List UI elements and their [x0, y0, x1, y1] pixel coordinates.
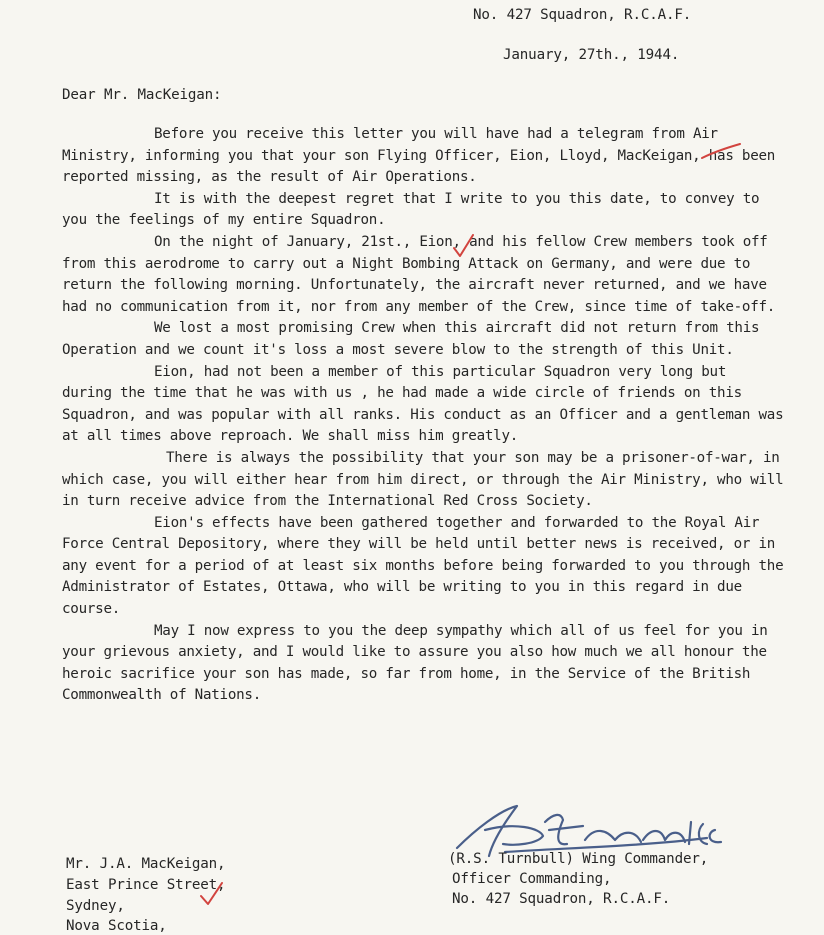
- red-tick-icon: [452, 232, 476, 260]
- paragraph-regret: It is with the deepest regret that I write to you this date, to convey to you the feelings of my entire Squadron.: [62, 190, 760, 229]
- paragraph-telegram: Before you receive this letter you will have had a telegram from Air Ministry, informing you that your son Flying Officer, Eion, Lloyd, MacKeigan, has been reported missing, as the result of Air Operations.: [62, 126, 776, 186]
- signatory-role: Officer Commanding,: [452, 871, 612, 887]
- paragraph-night-attack: On the night of January, 21st., Eion, and his fellow Crew members took off from this aerodrome to carry out a Night Bombing Attack on Germany, and were due to return the following morning. Unfortunately, the aircraft never returned, and we have had no communication from it, nor from any member of the Crew, since time of take-off.: [62, 233, 776, 315]
- paragraph-sympathy: May I now express to you the deep sympathy which all of us feel for you in your grievous anxiety, and I would like to assure you also how much we all honour the heroic sacrifice your son has made, so far from home, in the Service of the British Commonwealth of Nations.: [62, 622, 768, 704]
- paragraph-crew-loss: We lost a most promising Crew when this aircraft did not return from this Operation and we count it's loss a most severe blow to the strength of this Unit.: [62, 320, 760, 358]
- recipient-name: Mr. J.A. MacKeigan,: [66, 856, 226, 872]
- signatory-unit: No. 427 Squadron, R.C.A.F.: [452, 891, 671, 907]
- recipient-street: East Prince Street,: [66, 877, 226, 893]
- letter-date: January, 27th., 1944.: [503, 47, 680, 63]
- red-correction-mark: [700, 142, 744, 168]
- recipient-province: Nova Scotia,: [66, 918, 167, 934]
- signatory-name-title: (R.S. Turnbull) Wing Commander,: [448, 851, 709, 867]
- recipient-city: Sydney,: [66, 898, 125, 914]
- letter-body: [62, 124, 784, 707]
- paragraph-character: Eion, had not been a member of this particular Squadron very long but during the time that he was with us , he had made a wide circle of friends on this Squadron, and was popular with all ranks. His conduct as an Officer and a gentleman was at all times above reproach. We shall miss him greatly.: [62, 363, 784, 445]
- salutation: Dear Mr. MacKeigan:: [62, 87, 222, 103]
- paragraph-prisoner: There is always the possibility that your son may be a prisoner-of-war, in which case, you will either hear from him direct, or through the Air Ministry, who will in turn receive advice from the International Red Cross Society.: [62, 449, 784, 510]
- letterhead-squadron: No. 427 Squadron, R.C.A.F.: [473, 7, 692, 23]
- paragraph-effects: Eion's effects have been gathered together and forwarded to the Royal Air Force Central Depository, where they will be held until better news is received, or in any event for a period of at least six months before being forwarded to you through the Administrator of Estates, Ottawa, who will be writing to you in this regard in due course.: [62, 514, 784, 618]
